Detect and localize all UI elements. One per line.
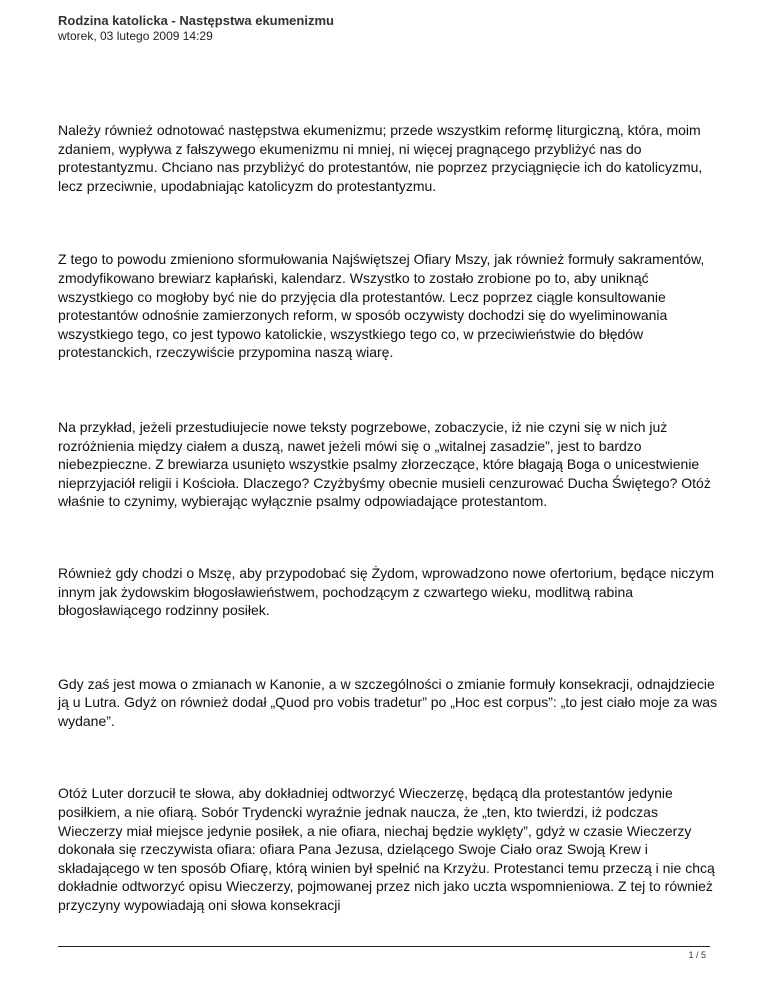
- paragraph-5: Gdy zaś jest mowa o zmianach w Kanonie, a w szczególności o zmianie formuły konsekracji, odnajdziecie ją u Lutra. Gdyż on również dodał „Quod pro vobis tradetur” po „Hoc est corpus”: „to jest ciało moje za was wydane”.: [58, 675, 718, 729]
- paragraph-4: Również gdy chodzi o Mszę, aby przypodobać się Żydom, wprowadzono nowe ofertorium, będące niczym innym jak żydowskim błogosławieństwem, pochodzącym z czwartego wieku, modlitwą rabina błogosławiącego rodzinny posiłek.: [58, 564, 714, 619]
- document-header: [58, 12, 718, 44]
- paragraph-1: Należy również odnotować następstwa ekumenizmu; przede wszystkim reformę liturgiczną, która, moim zdaniem, wypływa z fałszywego ekumenizmu ni mniej, ni więcej pragnącego przybliżyć nas do protestantyzmu. Chciano nas przybliżyć do protestantów, nie poprzez przyciągnięcie ich do katolicyzmu, lecz przeciwnie, upodabniając katolicyzm do protestantyzmu.: [58, 122, 703, 194]
- document-title: Rodzina katolicka - Następstwa ekumenizmu: [58, 13, 334, 28]
- paragraph-2: Z tego to powodu zmieniono sformułowania Najświętszej Ofiary Mszy, jak również formuły sakramentów, zmodyfikowano brewiarz kapłański, kalendarz. Wszystko to zostało zrobione po to, aby uniknąć wszystkiego co mogłoby być nie do przyjęcia dla protestantów. Lecz poprzez ciągle konsultowanie protestantów odnośnie zamierzonych reform, w sposób oczywisty dochodzi się do wyeliminowania wszystkiego tego, co jest typowo katolickie, wszystkiego tego co, w przeciwieństwie do błędów protestanckich, rzeczywiście przypomina naszą wiarę.: [58, 251, 705, 361]
- page-number: 1 / 5: [688, 950, 706, 960]
- paragraph-6: Otóż Luter dorzucił te słowa, aby dokładniej odtworzyć Wieczerzę, będącą dla protestantów jedynie posiłkiem, a nie ofiarą. Sobór Trydencki wyraźnie jednak naucza, że „ten, kto twierdzi, iż podczas Wieczerzy miał miejsce jedynie posiłek, a nie ofiara, niechaj będzie wyklęty”, gdyż w czasie Wieczerzy dokonała się rzeczywista ofiara: ofiara Pana Jezusa, dzielącego Swoje Ciało oraz Swoją Krew i składającego w ten sposób Ofiarę, którą winien był spełnić na Krzyżu. Protestanci temu przeczą i nie chcą dokładnie odtworzyć opisu Wieczerzy, pojmowanej przez nich jako uczta wspomnieniowa. Z tej to również przyczyny wypowiadają oni słowa konsekracji: [58, 785, 715, 914]
- footer-divider: [58, 946, 710, 947]
- document-body: [58, 121, 718, 971]
- paragraph-3: Na przykład, jeżeli przestudiujecie nowe teksty pogrzebowe, zobaczycie, iż nie czyni się w nich już rozróżnienia między ciałem a duszą, nawet jeżeli mówi się o „witalnej zasadzie”, jest to bardzo niebezpieczne. Z brewiarza usunięto wszystkie psalmy złorzeczące, które błagają Boga o unicestwienie nieprzyjaciół religii i Kościoła. Dlaczego? Czyżbyśmy obecnie musieli cenzurować Ducha Świętego? Otóż właśnie to czynimy, wybierając wyłącznie psalmy odpowiadające protestantom.: [58, 418, 711, 510]
- document-date: wtorek, 03 lutego 2009 14:29: [58, 29, 213, 43]
